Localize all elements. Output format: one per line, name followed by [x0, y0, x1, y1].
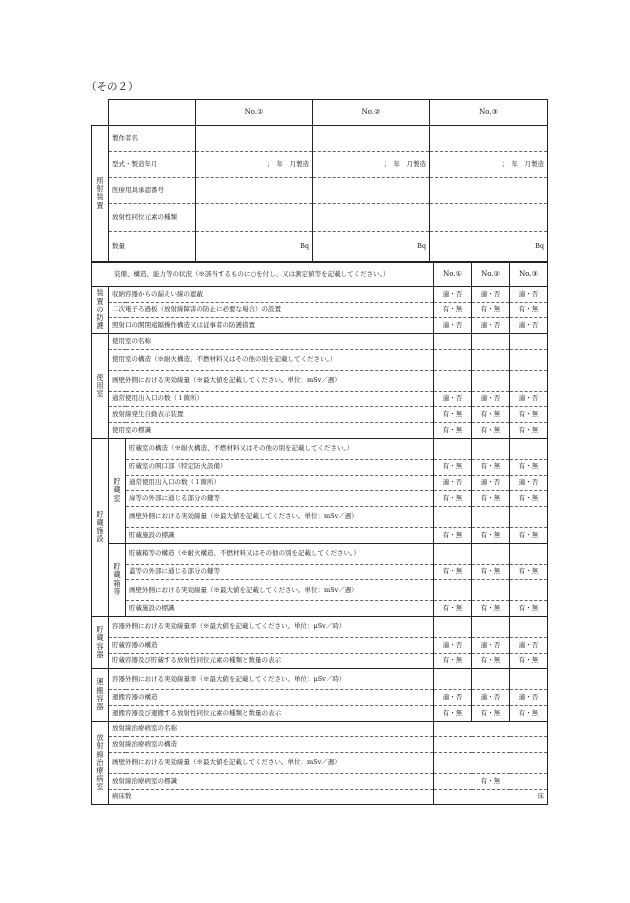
col-header: No.②	[313, 100, 430, 126]
status-cell[interactable]: 適・否	[472, 318, 510, 334]
input-cell[interactable]	[430, 204, 548, 232]
input-cell[interactable]	[430, 126, 548, 152]
table-row	[92, 616, 548, 637]
header-blank	[92, 100, 109, 126]
status-cell[interactable]: 有・無	[472, 706, 510, 722]
table-row	[92, 543, 548, 564]
value-cell[interactable]	[434, 721, 548, 737]
value-cell[interactable]: 有・無	[434, 774, 548, 790]
status-cell[interactable]	[472, 669, 510, 690]
status-cell[interactable]	[510, 543, 548, 564]
device-row	[92, 178, 548, 204]
status-cell[interactable]	[472, 349, 510, 370]
status-cell[interactable]: 有・無	[472, 459, 510, 475]
section-label-text: 運搬容器	[96, 677, 104, 712]
status-cell[interactable]	[510, 370, 548, 391]
status-cell[interactable]: 適・否	[510, 318, 548, 334]
row-label: 製作者名	[109, 126, 196, 152]
status-cell[interactable]	[434, 580, 472, 601]
status-cell[interactable]: 有・無	[510, 564, 548, 580]
status-cell[interactable]: 有・無	[510, 601, 548, 617]
status-cell[interactable]	[510, 349, 548, 370]
status-cell[interactable]: 有・無	[472, 491, 510, 507]
header-text: 装備、構造、能力等の状況（※該当するものに○を付し、又は測定値等を記載してください。）	[92, 263, 434, 287]
row-label: 貯蔵室の開口部（特定防火設備）	[126, 459, 434, 475]
table-row	[92, 287, 548, 303]
section-label-text: 貯蔵箱等	[113, 562, 121, 596]
status-cell[interactable]: 適・否	[434, 475, 472, 491]
device-row	[92, 232, 548, 262]
table-row	[92, 407, 548, 423]
section-label-text: 貯蔵施設	[96, 509, 104, 544]
section-label-text: 放射線治療病室	[96, 733, 104, 792]
table-row	[92, 475, 548, 491]
table-row	[92, 774, 548, 790]
row-label: 画壁外側における実効線量（※最大値を記載してください。単位：mSv／週）	[126, 506, 434, 527]
input-cell[interactable]: ； 年 月製造	[430, 152, 548, 178]
status-cell[interactable]	[472, 438, 510, 459]
input-cell[interactable]: Bq	[430, 232, 548, 262]
input-cell[interactable]: ； 年 月製造	[313, 152, 430, 178]
row-label: 運搬容器の構造	[109, 690, 434, 706]
section-label	[92, 438, 109, 616]
table-row	[92, 423, 548, 439]
device-row	[92, 126, 548, 152]
status-cell[interactable]	[510, 669, 548, 690]
row-label: 使用室の構造（※耐火構造、不燃材料又はその他の別を記載してください。）	[109, 349, 434, 370]
row-label: 型式・製造年月	[109, 152, 196, 178]
status-cell[interactable]: 適・否	[434, 287, 472, 303]
status-cell[interactable]: 有・無	[510, 491, 548, 507]
table-row	[92, 302, 548, 318]
status-cell[interactable]	[472, 506, 510, 527]
section-label	[92, 669, 109, 721]
status-cell[interactable]	[434, 669, 472, 690]
status-cell[interactable]: 有・無	[472, 564, 510, 580]
input-cell[interactable]	[430, 178, 548, 204]
status-cell[interactable]: 有・無	[510, 653, 548, 669]
status-cell[interactable]: 適・否	[510, 287, 548, 303]
row-label: 照射口の開閉遠隔操作構造又は従事者の防護措置	[109, 318, 434, 334]
status-cell[interactable]: 適・否	[510, 637, 548, 653]
table-row	[92, 334, 548, 350]
table-row	[92, 491, 548, 507]
status-cell[interactable]: 有・無	[434, 706, 472, 722]
table-row	[92, 706, 548, 722]
status-cell[interactable]: 適・否	[434, 690, 472, 706]
row-label: 収納容器からの漏えい線の遮蔽	[109, 287, 434, 303]
status-cell[interactable]	[472, 616, 510, 637]
status-cell[interactable]: 有・無	[434, 653, 472, 669]
header-blank	[109, 100, 196, 126]
status-cell[interactable]: 有・無	[510, 459, 548, 475]
table-row	[92, 789, 548, 805]
status-cell[interactable]	[434, 616, 472, 637]
row-label: 数量	[109, 232, 196, 262]
device-row	[92, 152, 548, 178]
section-label-text: 照射装置	[96, 175, 104, 210]
status-cell[interactable]	[472, 370, 510, 391]
row-label: 画壁外側における実効線量（※最大値を記載してください。単位：mSv／週）	[126, 580, 434, 601]
row-label: 病床数	[109, 789, 434, 805]
row-label: 扉等の外部に通じる部分の鍵等	[126, 491, 434, 507]
value-cell[interactable]	[434, 737, 548, 753]
device-row	[92, 204, 548, 232]
col-header: No.③	[430, 100, 548, 126]
header-row	[92, 100, 548, 126]
status-cell[interactable]: 有・無	[434, 601, 472, 617]
col-header: No.②	[472, 263, 510, 287]
status-cell[interactable]	[434, 506, 472, 527]
section-label	[92, 616, 109, 668]
table-row	[92, 637, 548, 653]
table-row	[92, 601, 548, 617]
table-row	[92, 459, 548, 475]
status-cell[interactable]: 適・否	[472, 690, 510, 706]
row-label: 放射線発生自動表示装置	[109, 407, 434, 423]
table-row	[92, 438, 548, 459]
status-cell[interactable]: 有・無	[510, 407, 548, 423]
row-label: 画壁外側における実効線量（※最大値を記載してください。単位：mSv／週）	[109, 753, 434, 774]
status-cell[interactable]: 有・無	[472, 407, 510, 423]
status-cell[interactable]	[434, 349, 472, 370]
status-cell[interactable]: 有・無	[434, 527, 472, 543]
section-label-text: 貯蔵室	[113, 477, 121, 503]
table-row	[92, 580, 548, 601]
status-cell[interactable]: 適・否	[434, 391, 472, 407]
inspection-table	[91, 262, 548, 805]
row-label: 貯蔵室の構造（※耐火構造、不燃材料又はその他の別を記載してください。）	[126, 438, 434, 459]
status-cell[interactable]	[472, 543, 510, 564]
inspection-sheet	[91, 99, 547, 844]
status-cell[interactable]	[434, 334, 472, 350]
input-cell[interactable]	[313, 126, 430, 152]
row-label: 放射性同位元素の種類	[109, 204, 196, 232]
table-row	[92, 391, 548, 407]
row-label: 貯蔵容器の構造	[109, 637, 434, 653]
row-label: 容器外側における実効線量率（※最大値を記載してください。単位：μSv／時）	[109, 616, 434, 637]
row-label: 画壁外側における実効線量（※最大値を記載してください。単位：mSv／週）	[109, 370, 434, 391]
status-cell[interactable]	[510, 438, 548, 459]
row-label: 使用室の名称	[109, 334, 434, 350]
device-table	[91, 99, 548, 262]
table-row	[92, 669, 548, 690]
input-cell[interactable]	[313, 178, 430, 204]
status-cell[interactable]: 有・無	[434, 459, 472, 475]
col-header: No.①	[434, 263, 472, 287]
input-cell[interactable]: Bq	[313, 232, 430, 262]
subsection-label	[109, 438, 126, 543]
status-cell[interactable]: 適・否	[434, 318, 472, 334]
section-label-text: 使用室	[96, 372, 104, 398]
row-label: 貯蔵施設の標識	[126, 527, 434, 543]
row-label: 使用室の標識	[109, 423, 434, 439]
table-row	[92, 564, 548, 580]
status-cell[interactable]	[510, 506, 548, 527]
status-cell[interactable]: 有・無	[472, 653, 510, 669]
status-cell[interactable]: 適・否	[472, 391, 510, 407]
status-cell[interactable]: 有・無	[472, 527, 510, 543]
input-cell[interactable]: ； 年 月製造	[196, 152, 313, 178]
row-label: 放射線治療病室の標識	[109, 774, 434, 790]
col-header: No.③	[510, 263, 548, 287]
status-cell[interactable]: 適・否	[510, 690, 548, 706]
input-cell[interactable]: Bq	[196, 232, 313, 262]
section-label	[92, 721, 109, 805]
status-cell[interactable]	[434, 543, 472, 564]
status-cell[interactable]: 適・否	[472, 475, 510, 491]
status-cell[interactable]: 有・無	[472, 302, 510, 318]
status-cell[interactable]: 適・否	[510, 391, 548, 407]
row-label: 蓋等の外部に通じる部分の鍵等	[126, 564, 434, 580]
table-row	[92, 349, 548, 370]
value-cell[interactable]	[434, 753, 548, 774]
row-label: 放射線治療病室の構造	[109, 737, 434, 753]
table-row	[92, 737, 548, 753]
table-row	[92, 527, 548, 543]
row-label: 通常使用出入口の数（１箇所）	[126, 475, 434, 491]
row-label: 貯蔵施設の標識	[126, 601, 434, 617]
section-label	[92, 334, 109, 439]
status-cell[interactable]	[510, 616, 548, 637]
status-cell[interactable]: 有・無	[472, 601, 510, 617]
status-cell[interactable]: 有・無	[434, 564, 472, 580]
status-cell[interactable]: 有・無	[434, 491, 472, 507]
row-label: 容器外側における実効線量率（※最大値を記載してください。単位：μSv／時）	[109, 669, 434, 690]
input-cell[interactable]	[196, 126, 313, 152]
status-cell[interactable]: 有・無	[434, 302, 472, 318]
table-row	[92, 653, 548, 669]
status-cell[interactable]: 有・無	[434, 407, 472, 423]
input-cell[interactable]	[196, 204, 313, 232]
row-label: 通常使用出入口の数（１箇所）	[109, 391, 434, 407]
row-label: 医療用具承認番号	[109, 178, 196, 204]
status-cell[interactable]	[510, 580, 548, 601]
status-cell[interactable]: 有・無	[434, 423, 472, 439]
input-cell[interactable]	[196, 178, 313, 204]
status-cell[interactable]: 有・無	[510, 423, 548, 439]
row-label: 二次電子ろ過板（放射線障害の防止に必要な場合）の設置	[109, 302, 434, 318]
value-cell[interactable]: 床	[434, 789, 548, 805]
subsection-label	[109, 543, 126, 616]
status-cell[interactable]	[510, 334, 548, 350]
status-cell[interactable]: 有・無	[472, 423, 510, 439]
table-row	[92, 506, 548, 527]
status-cell[interactable]	[434, 438, 472, 459]
row-label: 貯蔵容器及び貯蔵する放射性同位元素の種類と数量の表示	[109, 653, 434, 669]
status-cell[interactable]	[472, 580, 510, 601]
table-row	[92, 753, 548, 774]
input-cell[interactable]	[313, 204, 430, 232]
table-row	[92, 318, 548, 334]
status-cell[interactable]	[472, 334, 510, 350]
section-label	[92, 287, 109, 334]
section-label	[92, 126, 109, 262]
status-cell[interactable]: 有・無	[510, 527, 548, 543]
section-label-text: 装置の防護	[96, 288, 104, 331]
status-cell[interactable]: 適・否	[472, 287, 510, 303]
status-cell[interactable]: 有・無	[510, 706, 548, 722]
table-row	[92, 721, 548, 737]
table-row	[92, 690, 548, 706]
status-cell[interactable]: 適・否	[434, 637, 472, 653]
row-label: 貯蔵箱等の構造（※耐火構造、不燃材料又はその他の別を記載してください。）	[126, 543, 434, 564]
section-label-text: 貯蔵容器	[96, 625, 104, 659]
page-caption: （その２）	[86, 81, 139, 93]
row-label: 運搬容器及び運搬する放射性同位元素の種類と数量の表示	[109, 706, 434, 722]
table-row	[92, 370, 548, 391]
col-header: No.①	[196, 100, 313, 126]
row-label: 放射線治療病室の名称	[109, 721, 434, 737]
status-cell[interactable]: 有・無	[510, 302, 548, 318]
status-cell[interactable]: 適・否	[472, 637, 510, 653]
status-cell[interactable]: 適・否	[510, 475, 548, 491]
status-cell[interactable]	[434, 370, 472, 391]
check-header-row	[92, 263, 548, 287]
